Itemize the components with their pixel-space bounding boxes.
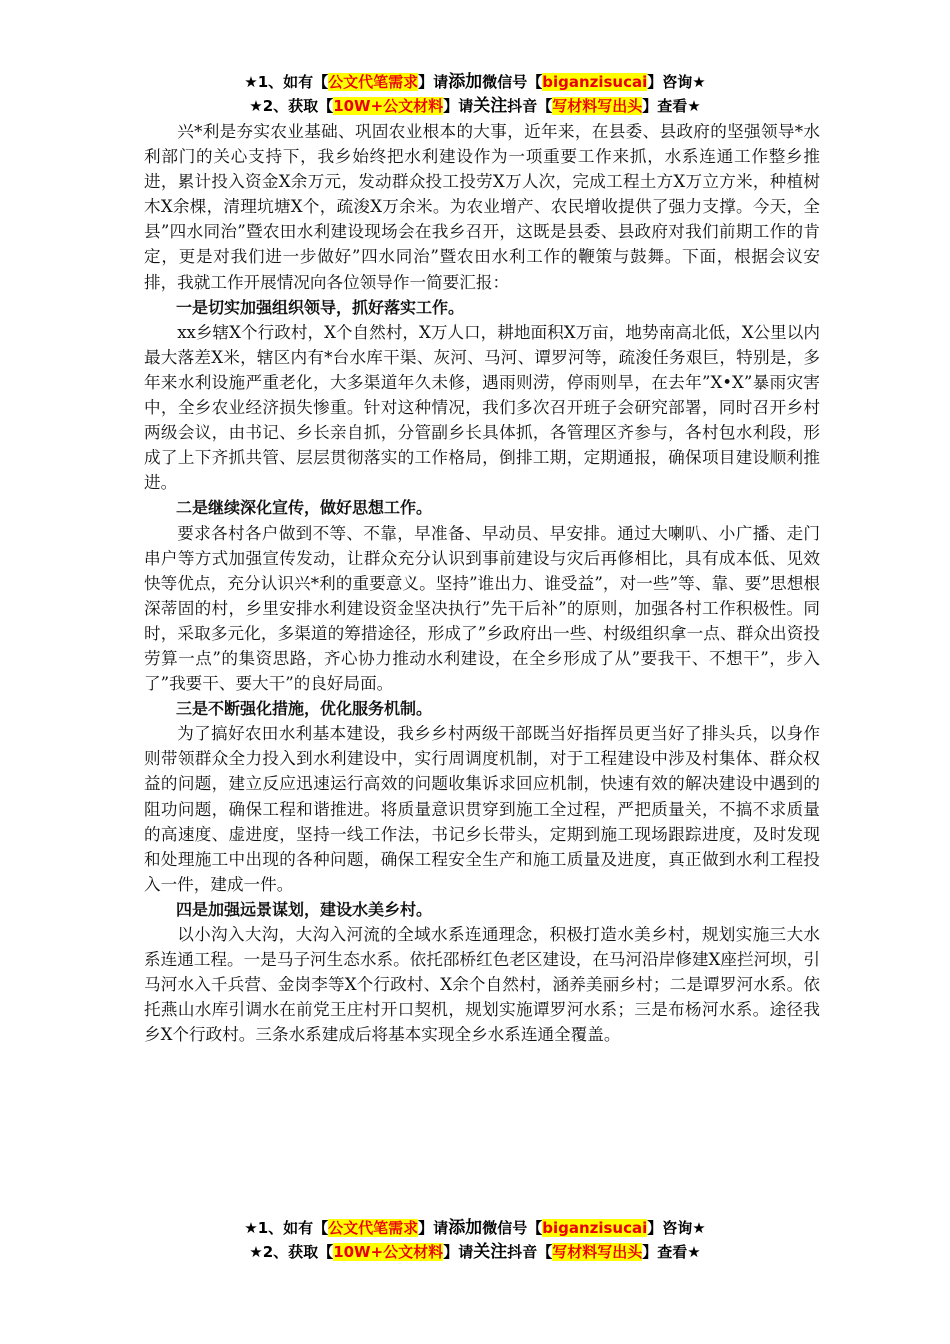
banner-text: 微信号【 — [482, 1219, 543, 1237]
section-heading-1: 一是切实加强组织领导，抓好落实工作。 — [176, 297, 465, 317]
banner-highlight: 10W+公文材料 — [333, 97, 444, 115]
banner-text: ★1、如有【 — [244, 1219, 329, 1237]
banner-text: 微信号【 — [482, 73, 543, 91]
bottom-banner-line-2 — [0, 1240, 950, 1264]
banner-text: 】请 — [418, 73, 449, 91]
banner-highlight: biganzisucai — [542, 1219, 648, 1237]
section-paragraph-3: 为了搞好农田水利基本建设，我乡乡村两级干部既当好指挥员更当好了排头兵，以身作则带领群众全力投入到水利建设中，实行周调度机制，对于工程建设中涉及村集体、群众权益的问题，建立反应迅速运行高效的问题收集诉求回应机制，快速有效的解决建设中遇到的阻功问题，确保工程和谐推进。将质量意识贯穿到施工全过程，严把质量关，不搞不求质量的高速度、虚进度，坚持一线工作法，书记乡长带头，定期到施工现场跟踪进度，及时发现和处理施工中出现的各种问题，确保工程安全生产和施工质量及进度，真正做到水利工程投入一件，建成一件。 — [144, 724, 820, 894]
banner-highlight: 写材料写出头 — [552, 97, 643, 115]
section-heading-4: 四是加强远景谋划，建设水美乡村。 — [176, 899, 433, 919]
top-banner-line-1 — [0, 70, 950, 94]
banner-text: 抖音【 — [507, 1243, 553, 1261]
banner-highlight: 10W+公文材料 — [333, 1243, 444, 1261]
banner-text: ★2、获取【 — [249, 97, 334, 115]
banner-text: 】请 — [418, 1219, 449, 1237]
banner-text: 】咨询★ — [647, 1219, 706, 1237]
banner-text: 】请 — [443, 97, 474, 115]
section-paragraph-2: 要求各村各户做到不等、不靠，早准备、早动员、早安排。通过大喇叭、小广播、走门串户等方式加强宣传发动，让群众充分认识到事前建设与灾后再修相比，具有成本低、见效快等优点，充分认识兴*利的重要意义。坚持”谁出力、谁受益”，对一些”等、靠、要”思想根深蒂固的村，乡里安排水利建设资金坚决执行”先干后补”的原则，加强各村工作积极性。同时，采取多元化，多渠道的筹措途径，形成了”乡政府出一些、村级组织拿一点、群众出资投劳算一点”的集资思路，齐心协力推动水利建设，在全乡形成了从”要我干、不想干”，步入了”我要干、要大干”的良好局面。 — [144, 523, 820, 694]
section-paragraph-1: xx乡辖X个行政村，X个自然村，X万人口，耕地面积X万亩，地势南高北低，X公里以内最大落差X米，辖区内有*台水库干渠、灰河、马河、谭罗河等，疏浚任务艰巨，特别是，多年来水利设施严重老化，大多渠道年久未修，遇雨则涝，停雨则旱，在去年”X•X”暴雨灾害中，全乡农业经济损失惨重。针对这种情况，我们多次召开班子会研究部署，同时召开乡村两级会议，由书记、乡长亲自抓，分管副乡长具体抓，各管理区齐参与，各村包水利段，形成了上下齐抓共管、层层贯彻落实的工作格局，倒排工期，定期通报，确保项目建设顺利推进。 — [144, 322, 820, 493]
intro-paragraph: 兴*利是夯实农业基础、巩固农业根本的大事，近年来，在县委、县政府的坚强领导*水利部门的关心支持下，我乡始终把水利建设作为一项重要工作来抓，水系连通工作整乡推进，累计投入资金X余万元，发动群众投工投劳X万人次，完成工程土方X万立方米，种植树木X余棵，清理坑塘X个，疏浚X万余米。为农业增产、农民增收提供了强力支撑。今天，全县”四水同治”暨农田水利建设现场会在我乡召开，这既是县委、县政府对我们前期工作的肯定，更是对我们进一步做好”四水同治”暨农田水利工作的鞭策与鼓舞。下面，根据会议安排，我就工作开展情况向各位领导作一简要汇报： — [144, 122, 820, 292]
banner-highlight: biganzisucai — [542, 73, 648, 91]
banner-text: 抖音【 — [507, 97, 553, 115]
banner-text: 关注 — [473, 1242, 508, 1262]
banner-text: 】查看★ — [642, 1243, 701, 1261]
banner-text: 添加 — [448, 1218, 483, 1238]
banner-text: 】请 — [443, 1243, 474, 1261]
banner-text: 】查看★ — [642, 97, 701, 115]
banner-text: 添加 — [448, 72, 483, 92]
banner-text: ★2、获取【 — [249, 1243, 334, 1261]
section-heading-2: 二是继续深化宣传，做好思想工作。 — [176, 498, 433, 518]
banner-text: ★1、如有【 — [244, 73, 329, 91]
banner-text: 】咨询★ — [647, 73, 706, 91]
document-body — [144, 119, 820, 1047]
banner-highlight: 公文代笔需求 — [328, 1219, 419, 1237]
top-banner-line-2 — [0, 94, 950, 118]
section-paragraph-4: 以小沟入大沟，大沟入河流的全域水系连通理念，积极打造水美乡村，规划实施三大水系连通工程。一是马子河生态水系。依托邵桥红色老区建设，在马河沿岸修建X座拦河坝，引马河水入千兵营、金岗李等X个行政村、X余个自然村，涵养美丽乡村；二是谭罗河水系。依托燕山水库引调水在前党王庄村开口契机，规划实施谭罗河水系；三是布杨河水系。途径我乡X个行政村。三条水系建成后将基本实现全乡水系连通全覆盖。 — [144, 925, 820, 1045]
section-heading-3: 三是不断强化措施，优化服务机制。 — [176, 699, 433, 719]
banner-highlight: 公文代笔需求 — [328, 73, 419, 91]
banner-text: 关注 — [473, 96, 508, 116]
bottom-banner-line-1 — [0, 1216, 950, 1240]
banner-highlight: 写材料写出头 — [552, 1243, 643, 1261]
